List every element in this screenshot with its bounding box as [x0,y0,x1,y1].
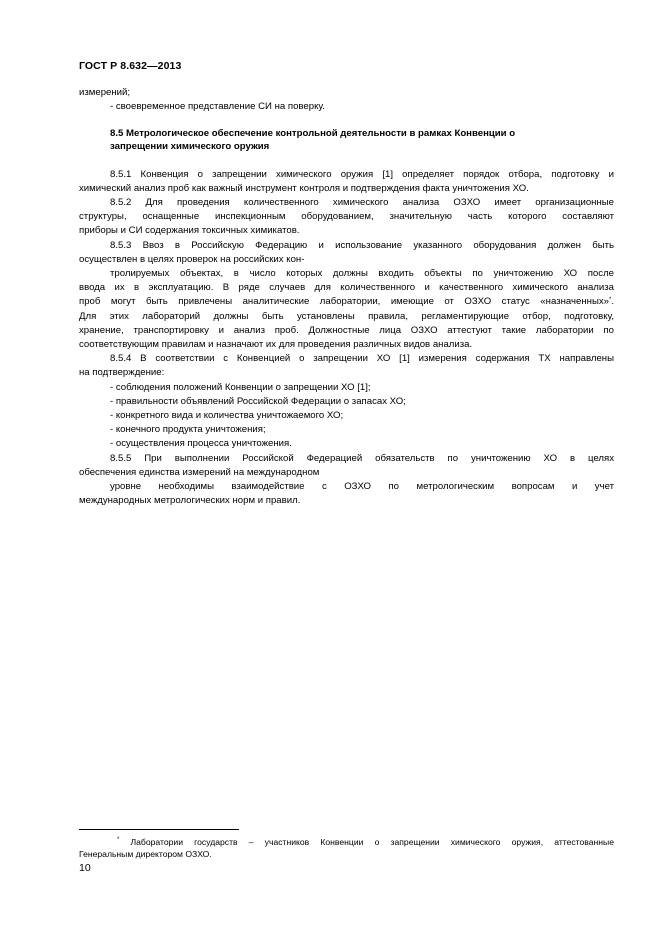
paragraph-8-5-2-line: приборы и СИ содержания токсичных химикатов. [79,225,300,237]
list-item: - осуществления процесса уничтожения. [110,438,292,450]
footnote-line [79,836,614,848]
paragraph-8-5-4-line: на подтверждение: [79,367,165,379]
footnote-divider [79,829,239,830]
paragraph-8-5-2-line: 8.5.2 Для проведения количественного химического анализа ОЗХО имеет организационные [110,197,614,208]
section-heading [79,128,614,153]
paragraph-8-5-5-line: обеспечения единства измерений на международном [79,466,320,478]
paragraph-8-5-5-line: международных метрологических норм и правил. [79,495,301,507]
document-header: ГОСТ Р 8.632—2013 [79,60,182,72]
paragraph-8-5-3-line [79,295,614,309]
paragraph-8-5-3-line: осуществлен в целях проверок на российских кон- [79,253,305,265]
paragraph-8-5-3-line: 8.5.3 Ввоз в Российскую Федерацию и использование указанного оборудования должен быть [110,239,614,251]
paragraph-8-5-3-line: ввода их в эксплуатацию. В ряде случаев для количественного и качественного химического анализа [79,282,614,294]
footnote-text: Лаборатории государств – участников Конвенции о запрещении химического оружия, аттестованные [130,837,614,847]
paragraph-8-5-5-line: уровне необходимы взаимодействие с ОЗХО по метрологическим вопросам и учет [110,481,614,493]
paragraph-8-5-5-line: 8.5.5 При выполнении Российской Федерацией обязательств по уничтожению ХО в целях [110,452,614,464]
section-heading-line: 8.5 Метрологическое обеспечение контрольной деятельности в рамках Конвенции о [110,128,516,140]
page-number: 10 [79,862,91,874]
paragraph-8-5-3-line: тролируемых объектах, в число которых должны входить объекты по уничтожению ХО после [110,268,614,280]
paragraph-8-5-3-line: соответствующим правилам и назначают их для проведения различных видов анализа. [79,339,473,351]
footnote [79,836,614,860]
list-item: - конечного продукта уничтожения; [110,424,266,436]
list-item: - конкретного вида и количества уничтожаемого ХО; [110,410,344,422]
paragraph-8-5-4-line: 8.5.4 В соответствии с Конвенцией о запрещении ХО [1] измерения содержания ТХ направлены [110,353,614,365]
footnote-marker: * [608,297,612,304]
section-heading-line: запрещении химического оружия [110,141,270,152]
text-span: проб могут быть привлечены аналитические лаборатории, имеющие от ОЗХО статус «назначенных» [79,296,609,308]
footnote-mark: * [117,837,120,843]
footnote-line: Генеральным директором ОЗХО. [79,849,212,860]
paragraph-8-5-3-line: хранение, транспортировку и анализ проб. Должностные лица ОЗХО аттестуют такие лаборатории по [79,324,614,336]
text-line: - своевременное представление СИ на поверку. [110,101,325,113]
list-item: - соблюдения положений Конвенции о запрещении ХО [1]; [110,381,371,393]
paragraph-8-5-2-line: структуры, оснащенные инспекционным оборудованием, значительную часть которого составляют [79,211,614,223]
paragraph-8-5-1-line: 8.5.1 Конвенция о запрещении химического оружия [1] определяет порядок отбора, подготовку и [110,168,614,180]
paragraph-8-5-3-line: Для этих лабораторий должны быть установлены правила, регламентирующие отбор, подготовку, [79,310,614,322]
paragraph-8-5-1-line: химический анализ проб как важный инструмент контроля и подтверждения факта уничтожения ХО. [79,182,529,194]
text-span: . [611,296,614,308]
list-item: - правильности объявлений Российской Федерации о запасах ХО; [110,395,406,407]
text-line: измерений; [79,87,131,98]
document-body [79,86,614,508]
